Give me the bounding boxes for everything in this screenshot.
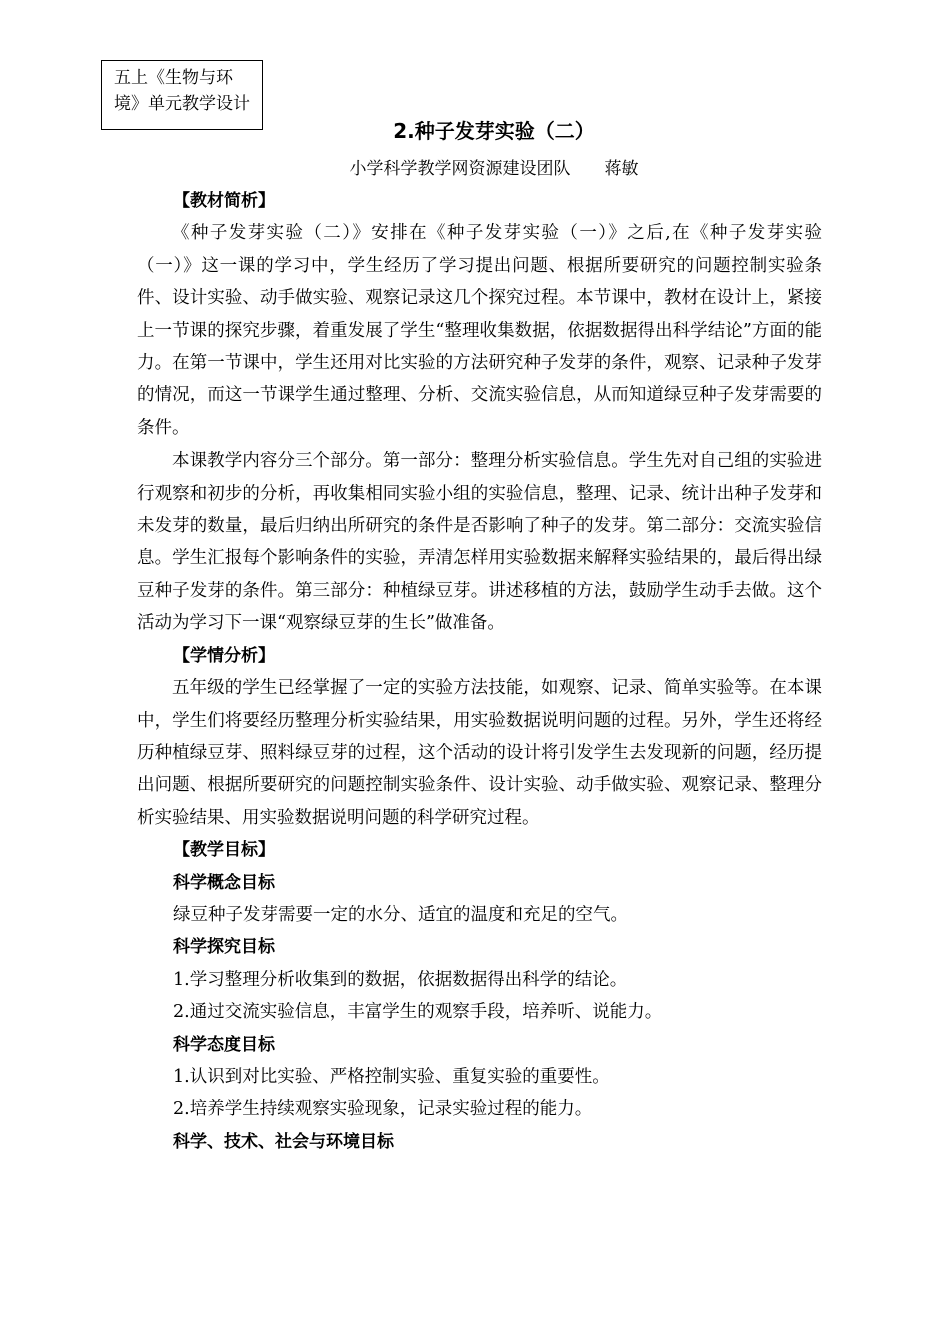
goal-heading-concept: 科学概念目标 [173, 872, 275, 893]
paragraph: 本课教学内容分三个部分。第一部分：整理分析实验信息。学生先对自己组的实验进行观察和初步的分析，再收集相同实验小组的实验信息，整理、记录、统计出种子发芽和未发芽的数量，最后归纳出所研究的条件是否影响了种子的发芽。第二部分：交流实验信息。学生汇报每个影响条件的实验，弄清怎样用实验数据来解释实验结果的，最后得出绿豆种子发芽的条件。第三部分：种植绿豆芽。讲述移植的方法，鼓励学生动手去做。这个活动为学习下一课“观察绿豆芽的生长”做准备。 [137, 451, 822, 634]
goal-heading-stse: 科学、技术、社会与环境目标 [173, 1131, 394, 1152]
goal-heading-attitude: 科学态度目标 [173, 1034, 275, 1055]
goal-item: 2.通过交流实验信息，丰富学生的观察手段，培养听、说能力。 [173, 1002, 663, 1023]
goal-item: 2.培养学生持续观察实验现象，记录实验过程的能力。 [173, 1099, 593, 1120]
goal-item: 1.学习整理分析收集到的数据，依据数据得出科学的结论。 [173, 969, 628, 990]
author-name: 蒋敏 [604, 159, 639, 179]
section-heading-students: 【学情分析】 [173, 645, 275, 666]
unit-label-text: 五上《生物与环境》单元教学设计 [114, 68, 250, 114]
paragraph: 《种子发芽实验（二）》安排在《种子发芽实验（一）》之后,在《种子发芽实验（一）》这一课的学习中，学生经历了学习提出问题、根据所要研究的问题控制实验条件、设计实验、动手做实验、观察记录这几个探究过程。本节课中，教材在设计上，紧接上一节课的探究步骤，着重发展了学生“整理收集数据，依据数据得出科学结论”方面的能力。在第一节课中，学生还用对比实验的方法研究种子发芽的条件，观察、记录种子发芽的情况，而这一节课学生通过整理、分析、交流实验信息，从而知道绿豆种子发芽需要的条件。 [137, 223, 822, 438]
document-body [137, 185, 822, 1158]
paragraph: 五年级的学生已经掌握了一定的实验方法技能，如观察、记录、简单实验等。在本课中，学生们将要经历整理分析实验结果，用实验数据说明问题的过程。另外，学生还将经历种植绿豆芽、照料绿豆芽的过程，这个活动的设计将引发学生去发现新的问题，经历提出问题、根据所要研究的问题控制实验条件、设计实验、动手做实验、观察记录、整理分析实验结果、用实验数据说明问题的科学研究过程。 [137, 678, 822, 828]
goal-item: 1.认识到对比实验、严格控制实验、重复实验的重要性。 [173, 1066, 610, 1087]
section-heading-textbook: 【教材简析】 [173, 191, 275, 211]
goal-heading-inquiry: 科学探究目标 [173, 937, 275, 958]
author-line [0, 155, 950, 183]
section-heading-goals: 【教学目标】 [173, 840, 275, 861]
goal-item: 绿豆种子发芽需要一定的水分、适宜的温度和充足的空气。 [173, 904, 628, 925]
document-title: 2.种子发芽实验（二） [393, 119, 595, 143]
author-team: 小学科学教学网资源建设团队 [349, 159, 571, 179]
